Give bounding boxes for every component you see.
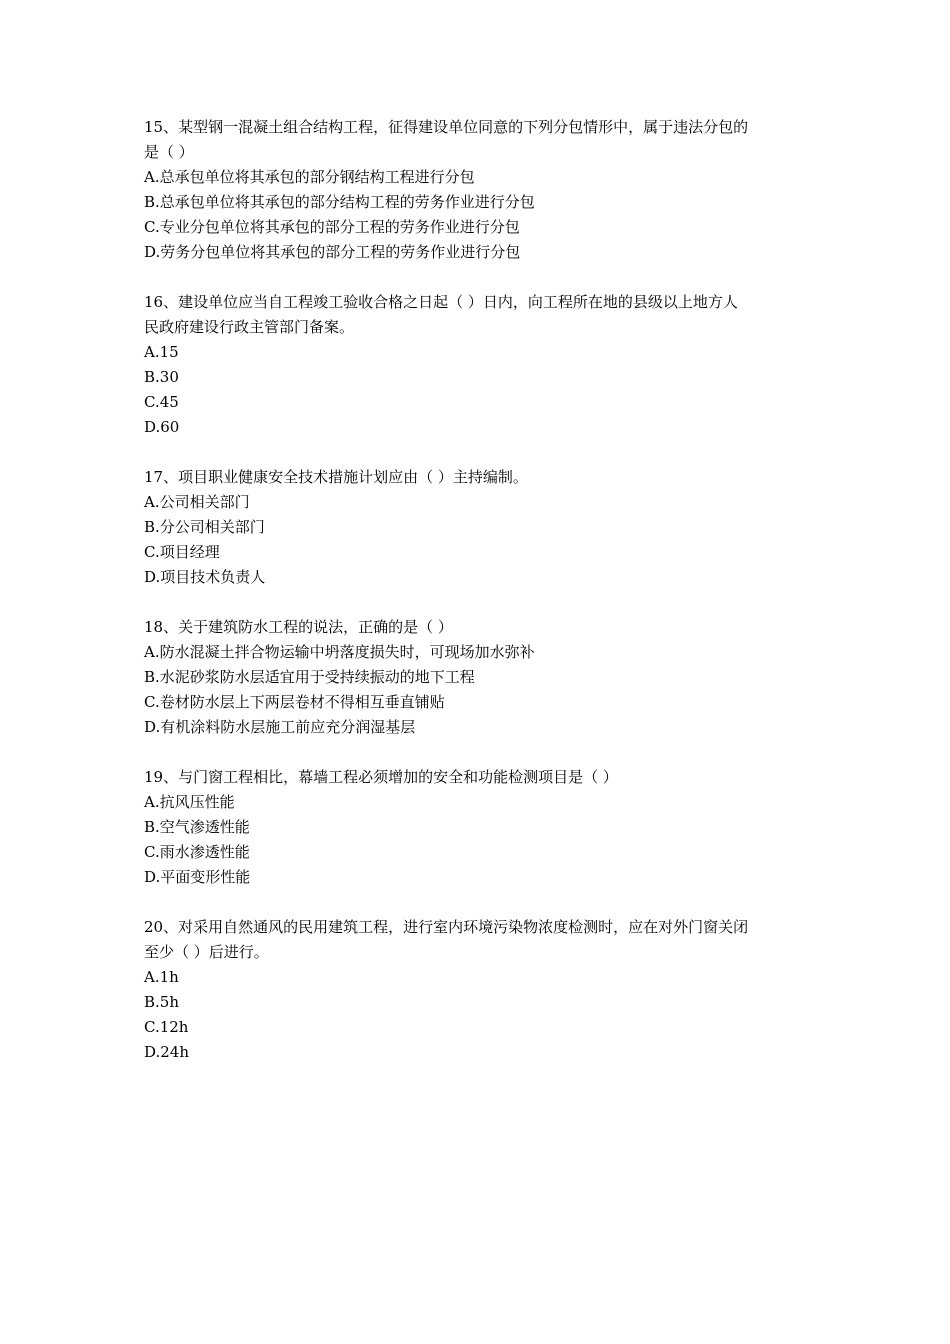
- question-16: [144, 290, 812, 440]
- question-18: [144, 615, 812, 740]
- question-stem-line: 民政府建设行政主管部门备案。: [144, 318, 355, 336]
- option-c: C.项目经理: [144, 543, 220, 561]
- question-stem-line: 19、与门窗工程相比，幕墙工程必须增加的安全和功能检测项目是（ ）: [144, 768, 618, 786]
- option-a: A.公司相关部门: [144, 493, 250, 511]
- option-c: C.卷材防水层上下两层卷材不得相互垂直铺贴: [144, 693, 445, 711]
- option-a: A.抗风压性能: [144, 793, 235, 811]
- option-b: B.分公司相关部门: [144, 518, 265, 536]
- option-a: A.15: [144, 343, 179, 361]
- option-b: B.空气渗透性能: [144, 818, 250, 836]
- question-stem-line: 是（ ）: [144, 143, 194, 161]
- question-stem-line: 16、建设单位应当自工程竣工验收合格之日起（ ）日内，向工程所在地的县级以上地方人: [144, 293, 738, 311]
- question-stem-line: 至少（ ）后进行。: [144, 943, 269, 961]
- option-c: C.45: [144, 393, 179, 411]
- option-c: C.专业分包单位将其承包的部分工程的劳务作业进行分包: [144, 218, 520, 236]
- question-17: [144, 465, 812, 590]
- question-stem-line: 15、某型钢一混凝土组合结构工程，征得建设单位同意的下列分包情形中，属于违法分包的: [144, 118, 749, 136]
- option-a: A.1h: [144, 968, 179, 986]
- option-d: D.有机涂料防水层施工前应充分润湿基层: [144, 718, 416, 736]
- option-c: C.12h: [144, 1018, 189, 1036]
- question-19: [144, 765, 812, 890]
- question-stem-line: 20、对采用自然通风的民用建筑工程，进行室内环境污染物浓度检测时，应在对外门窗关闭: [144, 918, 749, 936]
- option-a: A.防水混凝土拌合物运输中坍落度损失时，可现场加水弥补: [144, 643, 535, 661]
- question-stem-line: 18、关于建筑防水工程的说法，正确的是（ ）: [144, 618, 453, 636]
- option-b: B.5h: [144, 993, 179, 1011]
- option-d: D.项目技术负责人: [144, 568, 266, 586]
- option-d: D.24h: [144, 1043, 190, 1061]
- option-d: D.劳务分包单位将其承包的部分工程的劳务作业进行分包: [144, 243, 521, 261]
- option-b: B.水泥砂浆防水层适宜用于受持续振动的地下工程: [144, 668, 475, 686]
- question-20: [144, 915, 812, 1065]
- question-stem-line: 17、项目职业健康安全技术措施计划应由（ ）主持编制。: [144, 468, 528, 486]
- option-c: C.雨水渗透性能: [144, 843, 250, 861]
- option-a: A.总承包单位将其承包的部分钢结构工程进行分包: [144, 168, 475, 186]
- question-15: [144, 115, 812, 265]
- option-d: D.平面变形性能: [144, 868, 251, 886]
- question-list: [144, 115, 812, 1090]
- option-b: B.总承包单位将其承包的部分结构工程的劳务作业进行分包: [144, 193, 535, 211]
- option-d: D.60: [144, 418, 180, 436]
- option-b: B.30: [144, 368, 179, 386]
